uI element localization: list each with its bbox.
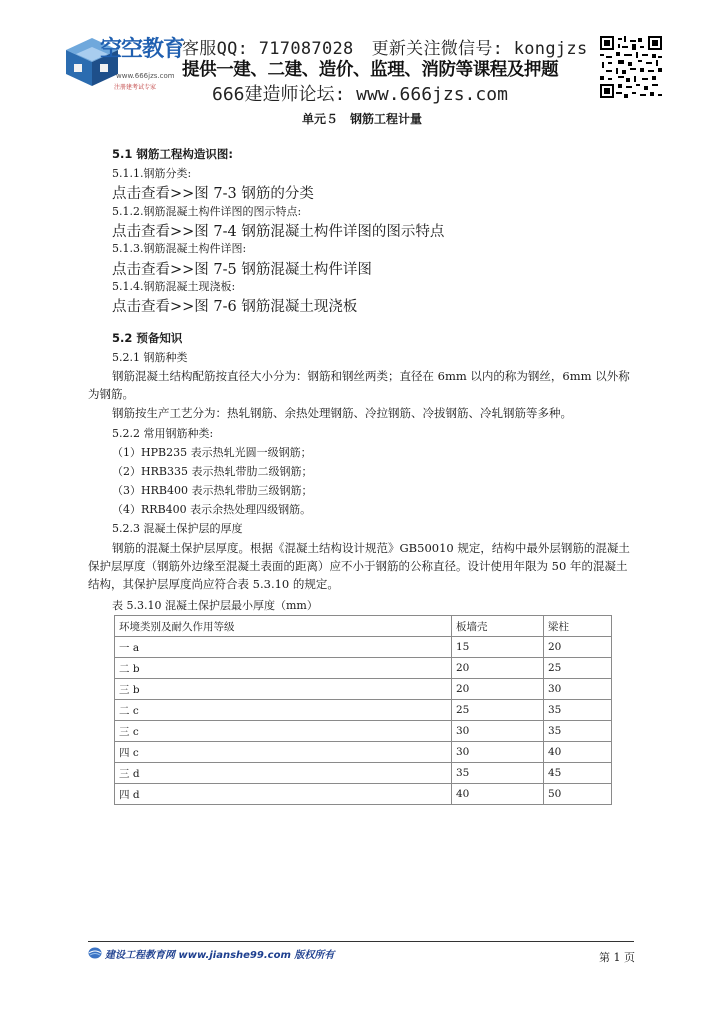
footer-divider: [88, 941, 634, 942]
table-cell: 35: [452, 763, 544, 784]
figure-link-7-3[interactable]: 点击查看>>图 7-3 钢筋的分类: [112, 186, 314, 202]
table-cell: 三 d: [115, 763, 452, 784]
table-row: [115, 637, 612, 658]
page-number: 第 1 页: [599, 951, 635, 964]
subsection-5-2-3: 5.2.3 混凝土保护层的厚度: [112, 522, 243, 535]
table-cell: 三 c: [115, 721, 452, 742]
table-header-cell: 板墙壳: [452, 616, 544, 637]
table-row: [115, 784, 612, 805]
table-row: [115, 658, 612, 679]
service-qq: 客服QQ: 717087028: [182, 39, 354, 59]
wechat-id: 更新关注微信号: kongjzs: [371, 39, 588, 59]
page-title: 单元５ 钢筋工程计量: [301, 112, 422, 126]
table-cell: 35: [544, 700, 612, 721]
figure-link-7-6[interactable]: 点击查看>>图 7-6 钢筋混凝土现浇板: [112, 299, 358, 315]
table-cell: 三 b: [115, 679, 452, 700]
table-row: [115, 742, 612, 763]
section-heading-5-2: 5.2 预备知识: [112, 331, 183, 345]
qr-code-icon: [600, 36, 662, 98]
table-cell: 25: [544, 658, 612, 679]
courses-line: 提供一建、二建、造价、监理、消防等课程及押题: [182, 60, 559, 80]
subsection-5-2-2: 5.2.2 常用钢筋种类:: [112, 427, 214, 440]
table-header-cell: 梁柱: [544, 616, 612, 637]
table-cell: 20: [544, 637, 612, 658]
table-cell: 35: [544, 721, 612, 742]
logo-site: www.666jzs.com: [116, 72, 175, 80]
figure-link-7-5[interactable]: 点击查看>>图 7-5 钢筋混凝土构件详图: [112, 262, 372, 278]
subsection-5-1-4: 5.1.4.钢筋混凝土现浇板:: [112, 280, 236, 293]
footer-copyright: 建设工程教育网 www.jianshe99.com 版权所有: [105, 950, 335, 961]
subsection-5-2-1: 5.2.1 钢筋种类: [112, 351, 188, 364]
table-cell: 一 a: [115, 637, 452, 658]
list-item: （2）HRB335 表示热轧带肋二级钢筋；: [112, 465, 313, 478]
paragraph-steel-types: 钢筋混凝土结构配筋按直径大小分为：钢筋和钢丝两类；直径在 6mm 以内的称为钢丝，6mm 以外称为钢筋。: [88, 369, 630, 401]
subsection-5-1-3: 5.1.3.钢筋混凝土构件详图:: [112, 242, 247, 255]
page-header: [62, 30, 664, 104]
table-caption: 表 5.3.10 混凝土保护层最小厚度（mm）: [112, 599, 318, 612]
table-cell: 15: [452, 637, 544, 658]
table-cell: 30: [544, 679, 612, 700]
table-row: [115, 763, 612, 784]
table-cell: 20: [452, 679, 544, 700]
table-cell: 30: [452, 742, 544, 763]
table-cell: 30: [452, 721, 544, 742]
brand-logo: [62, 30, 185, 96]
table-header-row: [115, 616, 612, 637]
table-cell: 二 b: [115, 658, 452, 679]
table-row: [115, 679, 612, 700]
table-cell: 45: [544, 763, 612, 784]
table-cell: 20: [452, 658, 544, 679]
paragraph-cover-thickness: 钢筋的混凝土保护层厚度。根据《混凝土结构设计规范》GB50010 规定，结构中最外层钢筋的混凝土保护层厚度（钢筋外边缘至混凝土表面的距离）应不小于钢筋的公称直径。设计使用年限为 50 年的混凝土结构，其保护层厚度尚应符合表 5.3.10 的规定。: [88, 541, 630, 591]
subsection-5-1-2: 5.1.2.钢筋混凝土构件详图的图示特点:: [112, 205, 302, 218]
list-item: （3）HRB400 表示热轧带肋三级钢筋；: [112, 484, 313, 497]
forum-line: 666建造师论坛: www.666jzs.com: [212, 84, 508, 105]
figure-link-7-4[interactable]: 点击查看>>图 7-4 钢筋混凝土构件详图的图示特点: [112, 224, 445, 240]
table-cell: 二 c: [115, 700, 452, 721]
list-item: （1）HPB235 表示热轧光圆一级钢筋；: [112, 446, 312, 459]
table-cell: 25: [452, 700, 544, 721]
table-cell: 40: [452, 784, 544, 805]
table-cell: 40: [544, 742, 612, 763]
globe-icon: [88, 947, 102, 959]
logo-name: 空空教育: [100, 36, 185, 62]
table-row: [115, 700, 612, 721]
table-header-cell: 环境类别及耐久作用等级: [115, 616, 452, 637]
section-heading-5-1: 5.1 钢筋工程构造识图:: [112, 147, 233, 161]
table-cell: 四 c: [115, 742, 452, 763]
table-cell: 50: [544, 784, 612, 805]
logo-slogan: 注册建考试专家: [114, 84, 157, 91]
list-item: （4）RRB400 表示余热处理四级钢筋。: [112, 503, 312, 516]
table-row: [115, 721, 612, 742]
paragraph-process-types: 钢筋按生产工艺分为：热轧钢筋、余热处理钢筋、冷拉钢筋、冷拔钢筋、冷轧钢筋等多种。: [112, 406, 572, 420]
subsection-5-1-1: 5.1.1.钢筋分类:: [112, 167, 192, 180]
cover-thickness-table: [114, 615, 612, 805]
table-cell: 四 d: [115, 784, 452, 805]
